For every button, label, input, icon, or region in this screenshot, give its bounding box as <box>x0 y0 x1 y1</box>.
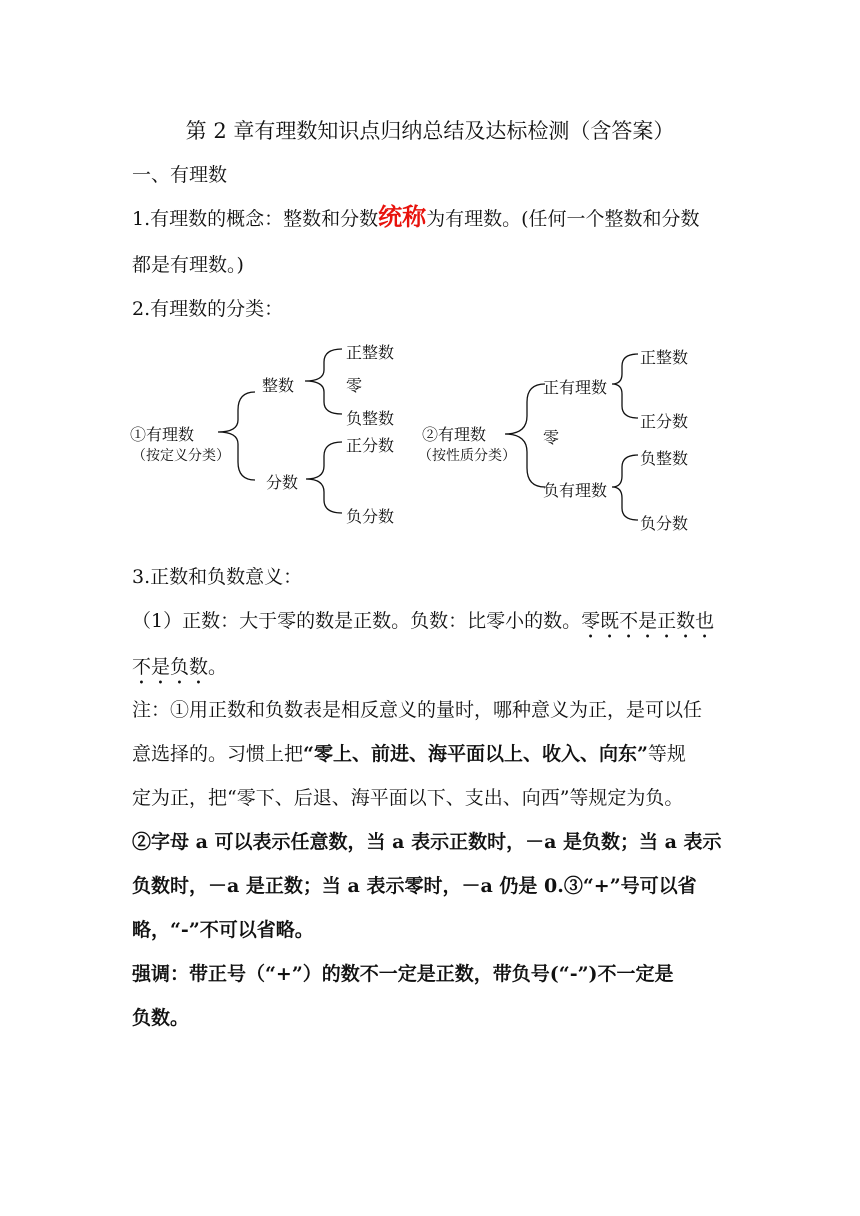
emphasis-line-1: 强调：带正号（“+”）的数不一定是正数，带负号(“-”)不一定是 <box>132 963 674 985</box>
diagram2-negative-fraction: 负分数 <box>640 514 689 533</box>
page-title: 第 2 章有理数知识点归纳总结及达标检测（含答案） <box>185 119 675 143</box>
diagram1-integer: 整数 <box>262 376 295 395</box>
section-heading: 一、有理数 <box>132 164 228 186</box>
diagram2-positive-rational: 正有理数 <box>543 378 608 397</box>
item2-heading: 2.有理数的分类： <box>132 298 284 320</box>
item3-1-d: 。 <box>208 656 228 678</box>
diagram1-positive-fraction: 正分数 <box>346 436 395 455</box>
diagram1-note: （按定义分类） <box>132 448 230 464</box>
note-line-1: 注：①用正数和负数表是相反意义的量时，哪种意义为正，是可以任 <box>132 699 703 721</box>
diagram2-negative-integer: 负整数 <box>640 449 689 468</box>
diagram1-zero: 零 <box>346 376 363 395</box>
note-line-3: 定为正，把“零下、后退、海平面以下、支出、向西”等规定为负。 <box>132 787 684 809</box>
diagram2-zero: 零 <box>543 428 560 447</box>
diagram2-note: （按性质分类） <box>418 448 516 464</box>
diagram1-positive-integer: 正整数 <box>346 343 395 362</box>
item3-1-b: 零既不是正数 <box>581 610 696 632</box>
note-line-2c: 等规 <box>647 743 686 765</box>
note-line-2b: “零上、前进、海平面以上、收入、向东” <box>303 743 648 765</box>
diagram1-negative-integer: 负整数 <box>346 409 395 428</box>
note-line-4: ②字母 a 可以表示任意数，当 a 表示正数时，－a 是负数；当 a 表示 <box>132 831 722 853</box>
note-line-2a: 意选择的。习惯上把 <box>132 743 304 765</box>
emphasis-line-2: 负数。 <box>132 1007 190 1029</box>
diagram2-positive-integer: 正整数 <box>640 348 689 367</box>
item3-1-c: 也不是负数 <box>132 610 715 678</box>
item1-line2: 都是有理数。) <box>132 254 244 276</box>
item1-prefix: 1.有理数的概念：整数和分数 <box>132 208 379 230</box>
diagram1-fraction: 分数 <box>266 473 299 492</box>
item3-1-paragraph <box>132 598 732 690</box>
item3-heading: 3.正数和负数意义： <box>132 566 303 588</box>
item3-1-a: （1）正数：大于零的数是正数。负数：比零小的数。 <box>132 610 582 632</box>
diagram2-positive-fraction: 正分数 <box>640 412 689 431</box>
note-paragraph <box>132 688 732 1040</box>
diagram2-negative-rational: 负有理数 <box>543 481 608 500</box>
diagram2-root: ②有理数 <box>422 425 487 444</box>
classification-braces <box>0 0 860 560</box>
note-line-5: 负数时，－a 是正数；当 a 表示零时，－a 仍是 0.③“+”号可以省 <box>132 875 697 897</box>
diagram1-root: ①有理数 <box>130 425 195 444</box>
note-line-6: 略，“-”不可以省略。 <box>132 919 314 941</box>
diagram1-negative-fraction: 负分数 <box>346 507 395 526</box>
note-line-2 <box>132 732 732 776</box>
item1-highlight: 统称 <box>378 202 427 231</box>
item1-suffix: 为有理数。(任何一个整数和分数 <box>426 208 700 230</box>
